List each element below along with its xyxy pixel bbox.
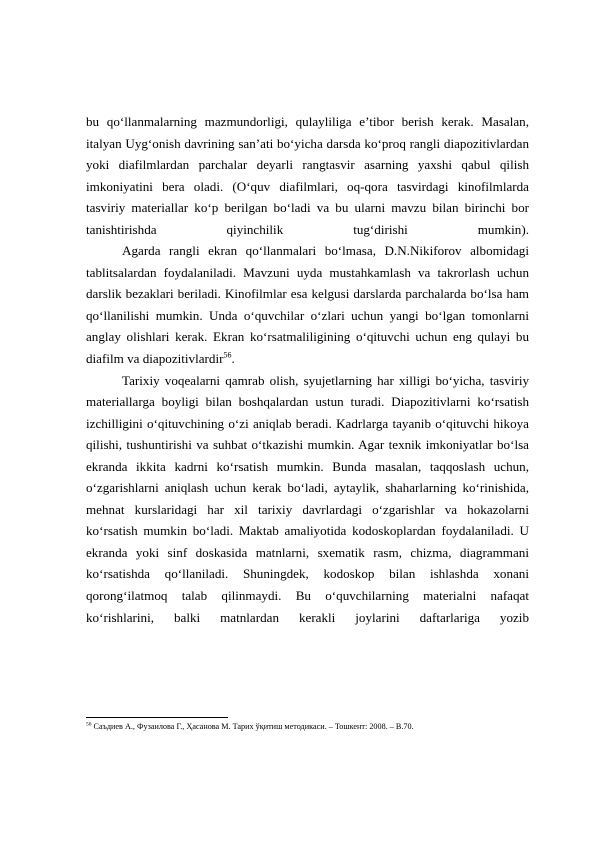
paragraph-2 bbox=[86, 240, 529, 369]
paragraph-2-text: Agarda rangli ekran qo‘llanmalari bo‘lmasa, D.N.Nikiforov albomidagi tablitsalardan foydalaniladi. Mavzuni uyda mustahkamlash va takrorlash uchun darslik bezaklari beriladi. Kinofilmlar esa kelgusi darslarda parchalarda bo‘lsa ham qo‘llanilishi mumkin. Unda o‘quvchilar o‘zlari uchun yangi bo‘lgan tomonlarni anglay olishlari kerak. Ekran ko‘rsatmaliligining o‘qituvchi uchun eng qulayi bu diafilm va diapozitivlardir bbox=[86, 243, 529, 367]
footnote-text: Саъдиев А., Фузаилова Г., Ҳасанова М. Тарих ўқитиш методикаси. – Тошкент: 2008. – B.70. bbox=[93, 722, 414, 731]
footnote-ref-56[interactable]: 56 bbox=[223, 350, 232, 360]
footnote bbox=[86, 721, 529, 732]
footnote-separator bbox=[86, 717, 228, 718]
paragraph-1: bu qo‘llanmalarning mazmundorligi, qulayliligа e’tibor berish kerak. Masalan, italyan Uyg‘onish davrining san’ati bo‘yicha darsda ko‘proq rangli diapozitivlardan yoki diafilmlardan parchalar deyarli rangtasvir asarning yaxshi qabul qilish imkoniyatini bera oladi. (O‘quv diafilmlari, oq-qora tasvirdagi kinofilmlarda tasviriy materiallar ko‘p berilgan bo‘ladi va bu ularni mavzu bilan birinchi bor tanishtirishda qiyinchilik tug‘dirishi mumkin). bbox=[86, 114, 529, 237]
body-text bbox=[86, 111, 529, 628]
paragraph-3: Tarixiy voqealarni qamrab olish, syujetlarning har xilligi bo‘yicha, tasviriy materiallarga boyligi bilan boshqalardan ustun turadi. Diapozitivlarni ko‘rsatish izchilligini o‘qituvchining o‘zi aniqlab beradi. Kadrlarga tayanib o‘qituvchi hikoya qilishi, tushuntirishi va suhbat o‘tkazishi mumkin. Agar texnik imkoniyatlar bo‘lsa ekranda ikkita kadrni ko‘rsatish mumkin. Bunda masalan, taqqoslash uchun, o‘zgarishlarni aniqlash uchun kerak bo‘ladi, aytaylik, shaharlarning ko‘rinishida, mehnat kurslaridagi har xil tarixiy davrlardagi o‘zgarishlar va hokazolarni ko‘rsatish mumkin bo‘ladi. Maktab amaliyotida kodoskoplardan foydalaniladi. U ekranda yoki sinf doskasida matnlarni, sxematik rasm, chizma, diagrammani ko‘rsatishda qo‘llaniladi. Shuningdek, kodoskop bilan ishlashda xonani qorong‘ilatmoq talab qilinmaydi. Bu o‘quvchilarning materialni nafaqat ko‘rishlarini, balki matnlardan kerakli joylarini daftarlariga yozib bbox=[86, 372, 529, 625]
footnote-number: 56 bbox=[86, 721, 92, 728]
paragraph-2-end: . bbox=[231, 351, 235, 367]
